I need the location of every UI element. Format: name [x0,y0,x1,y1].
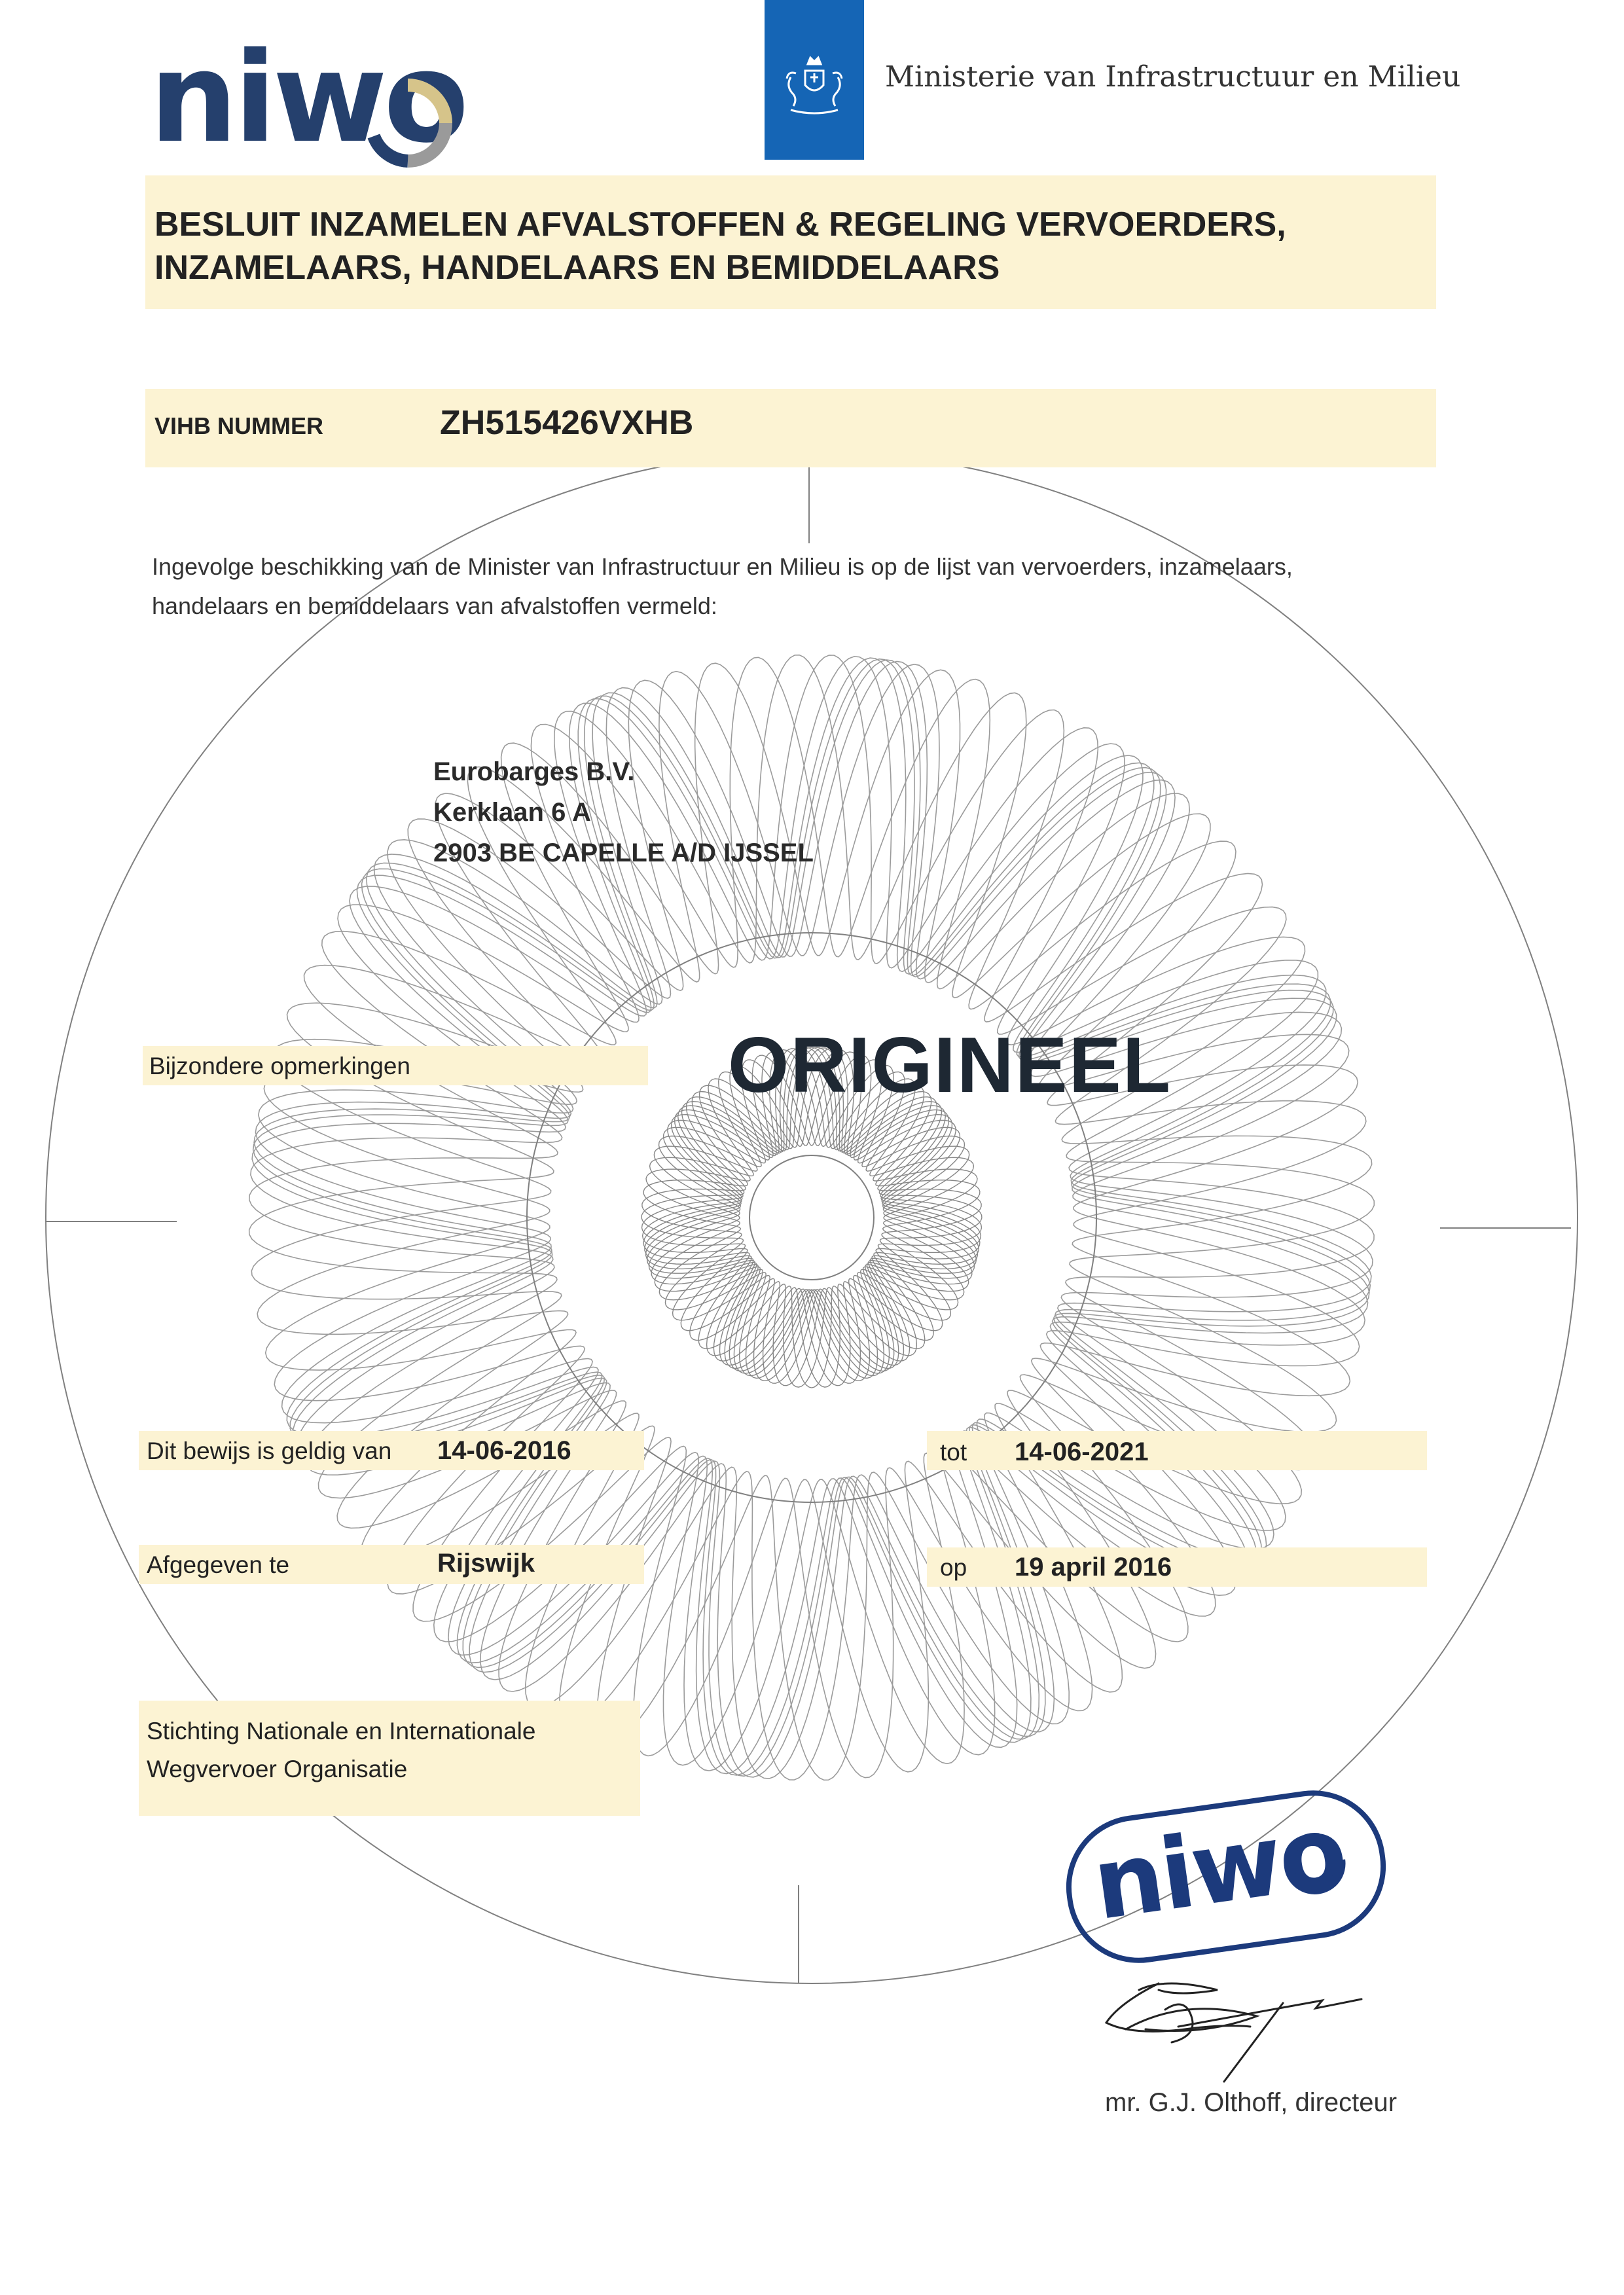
ministry-emblem [765,0,864,160]
issued-place: Rijswijk [437,1549,535,1578]
issued-date-band [927,1547,1427,1587]
organisation-line-2: Wegvervoer Organisatie [147,1756,408,1782]
title-line-1: BESLUIT INZAMELEN AFVALSTOFFEN & REGELING VERVOERDERS, [154,206,1286,244]
issued-place-label: Afgegeven te [147,1551,290,1578]
company-address [433,751,814,873]
issued-date: 19 april 2016 [1015,1553,1172,1581]
guilloche-circle [527,933,1096,1502]
company-city: 2903 BE CAPELLE A/D IJSSEL [433,839,814,867]
seal-ring-icon [1276,1825,1353,1902]
vihb-number: ZH515426VXHB [440,404,694,442]
seal-logo-text: niwo [1086,1794,1352,1943]
title-line-2: INZAMELAARS, HANDELAARS EN BEMIDDELAARS [154,249,1000,287]
guilloche-circle [749,1155,874,1280]
vihb-label: VIHB NUMMER [154,412,323,439]
niwo-logo [149,26,465,170]
company-name: Eurobarges B.V. [433,757,635,786]
valid-to-label: tot [940,1439,967,1466]
niwo-ring-icon [362,77,454,169]
organisation-name [147,1712,535,1788]
signature [1087,1964,1388,2095]
remarks-label: Bijzondere opmerkingen [149,1053,411,1079]
valid-from-date: 14-06-2016 [437,1436,571,1465]
valid-to-band [927,1431,1427,1470]
valid-to-date: 14-06-2021 [1015,1437,1149,1466]
ministry-name: Ministerie van Infrastructuur en Milieu [885,60,1461,94]
niwo-logo-text: niwo [149,26,465,170]
issued-date-label: op [940,1554,967,1581]
intro-line-2: handelaars en bemiddelaars van afvalstoffen vermeld: [152,592,717,619]
coat-of-arms-icon [765,0,864,160]
organisation-line-1: Stichting Nationale en Internationale [147,1718,536,1744]
intro-line-1: Ingevolge beschikking van de Minister van Infrastructuur en Milieu is op de lijst van vervoerders, inzamelaars, [152,553,1293,580]
company-street: Kerklaan 6 A [433,798,591,827]
vihb-band [145,389,1436,467]
intro-text [152,547,1293,626]
signer-name: mr. G.J. Olthoff, directeur [1105,2088,1398,2117]
document-title [154,203,1286,289]
origineel-stamp: ORIGINEEL [728,1021,1172,1109]
valid-from-label: Dit bewijs is geldig van [147,1437,392,1464]
